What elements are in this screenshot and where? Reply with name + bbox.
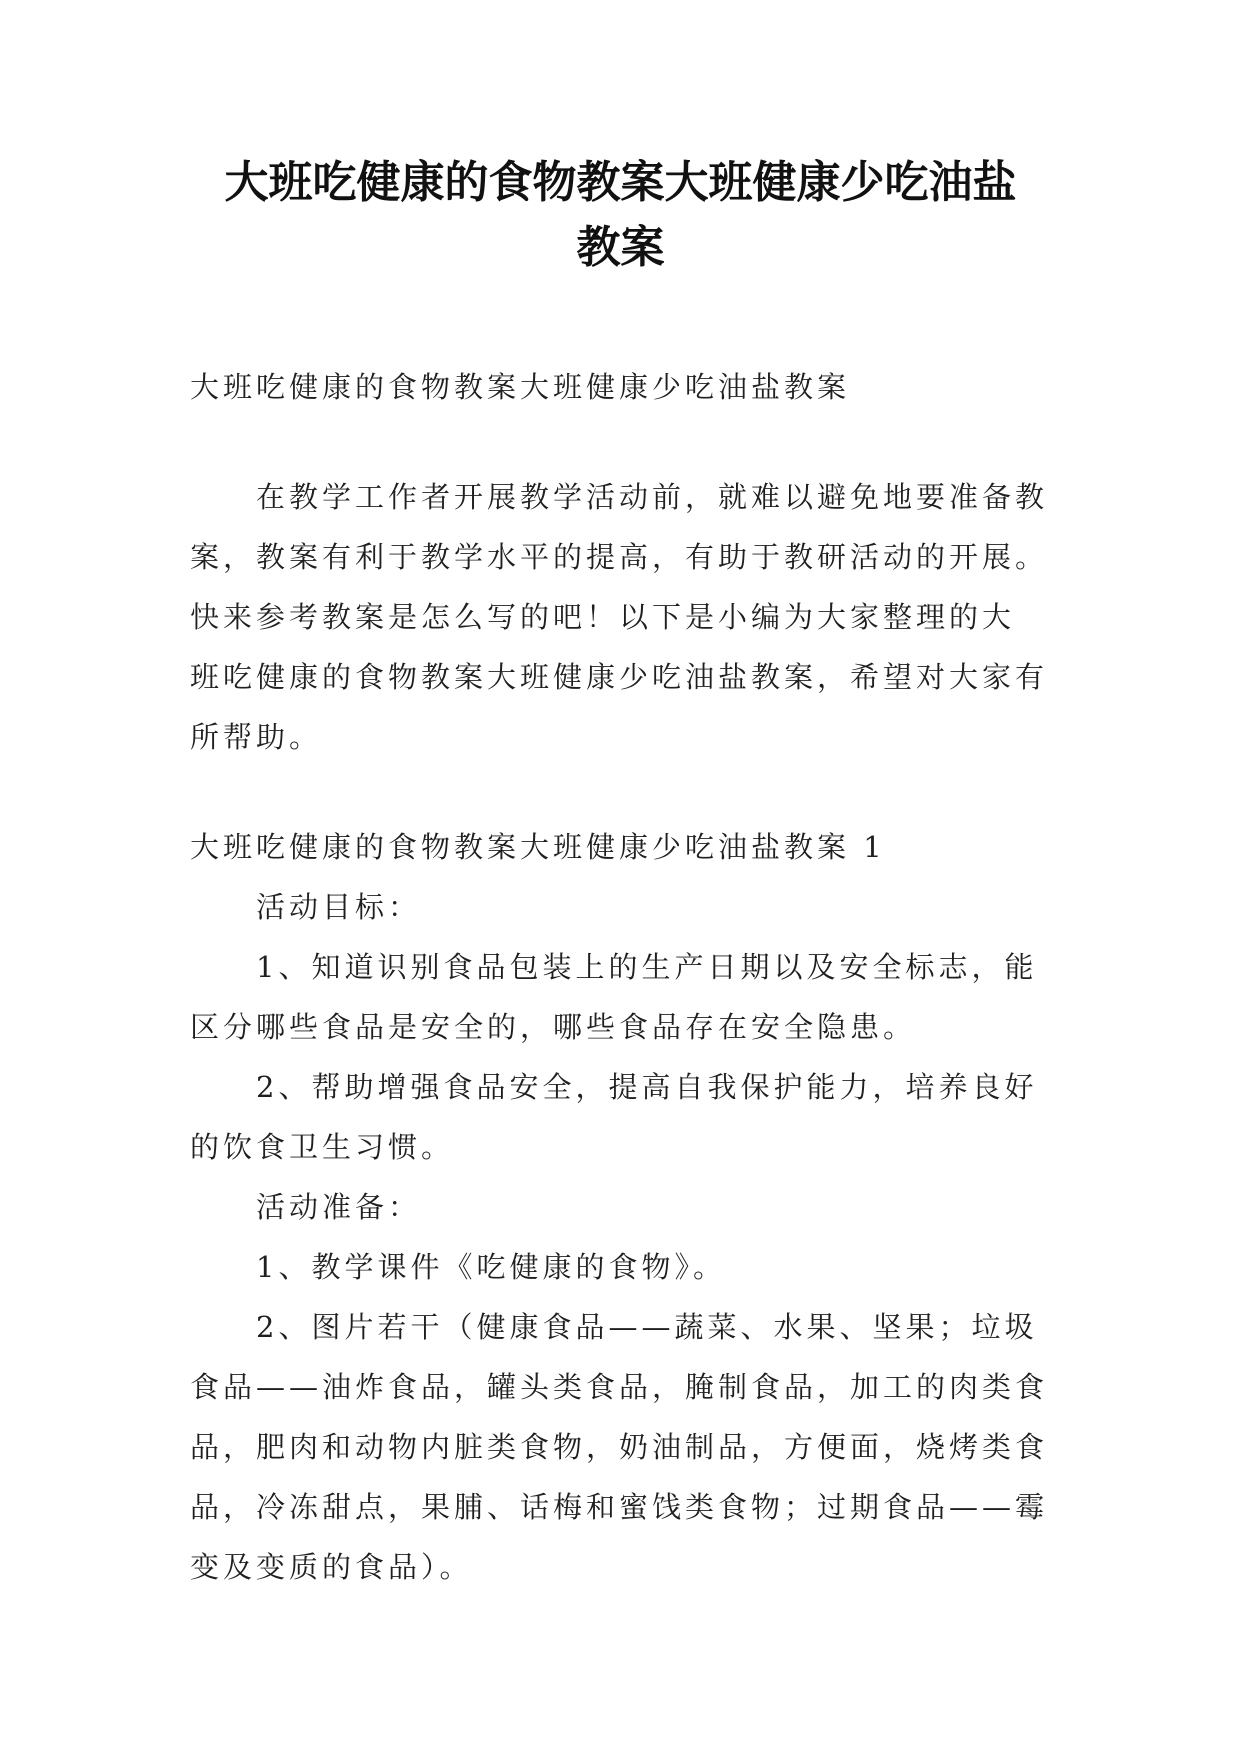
goal-line: 的饮食卫生习惯。	[190, 1130, 455, 1164]
document-title-line-2: 教案	[576, 222, 665, 273]
intro-line: 所帮助。	[190, 720, 323, 754]
prep-line: 品，冷冻甜点，果脯、话梅和蜜饯类食物；过期食品——霉	[190, 1490, 1049, 1524]
prep-line: 2、图片若干（健康食品——蔬菜、水果、坚果；垃圾	[256, 1310, 1038, 1344]
section-heading: 大班吃健康的食物教案大班健康少吃油盐教案 1	[190, 830, 886, 864]
goal-line: 区分哪些食品是安全的，哪些食品存在安全隐患。	[190, 1010, 917, 1044]
prep-label: 活动准备：	[256, 1190, 422, 1224]
intro-line: 案，教案有利于教学水平的提高，有助于教研活动的开展。	[190, 540, 1049, 574]
prep-line: 变及变质的食品）。	[190, 1550, 473, 1584]
intro-line: 快来参考教案是怎么写的吧！以下是小编为大家整理的大	[190, 600, 1016, 634]
goal-line: 1、知道识别食品包装上的生产日期以及安全标志，能	[256, 950, 1038, 984]
goals-label: 活动目标：	[256, 890, 422, 924]
intro-line: 在教学工作者开展教学活动前，就难以避免地要准备教	[256, 480, 1049, 514]
intro-line: 班吃健康的食物教案大班健康少吃油盐教案，希望对大家有	[190, 660, 1049, 694]
prep-line: 1、教学课件《吃健康的食物》。	[256, 1250, 726, 1284]
prep-line: 食品——油炸食品，罐头类食品，腌制食品，加工的肉类食	[190, 1370, 1049, 1404]
prep-line: 品，肥肉和动物内脏类食物，奶油制品，方便面，烧烤类食	[190, 1430, 1049, 1464]
document-subtitle: 大班吃健康的食物教案大班健康少吃油盐教案	[190, 370, 851, 404]
document-title-line-1: 大班吃健康的食物教案大班健康少吃油盐	[224, 157, 1017, 208]
goal-line: 2、帮助增强食品安全，提高自我保护能力，培养良好	[256, 1070, 1038, 1104]
